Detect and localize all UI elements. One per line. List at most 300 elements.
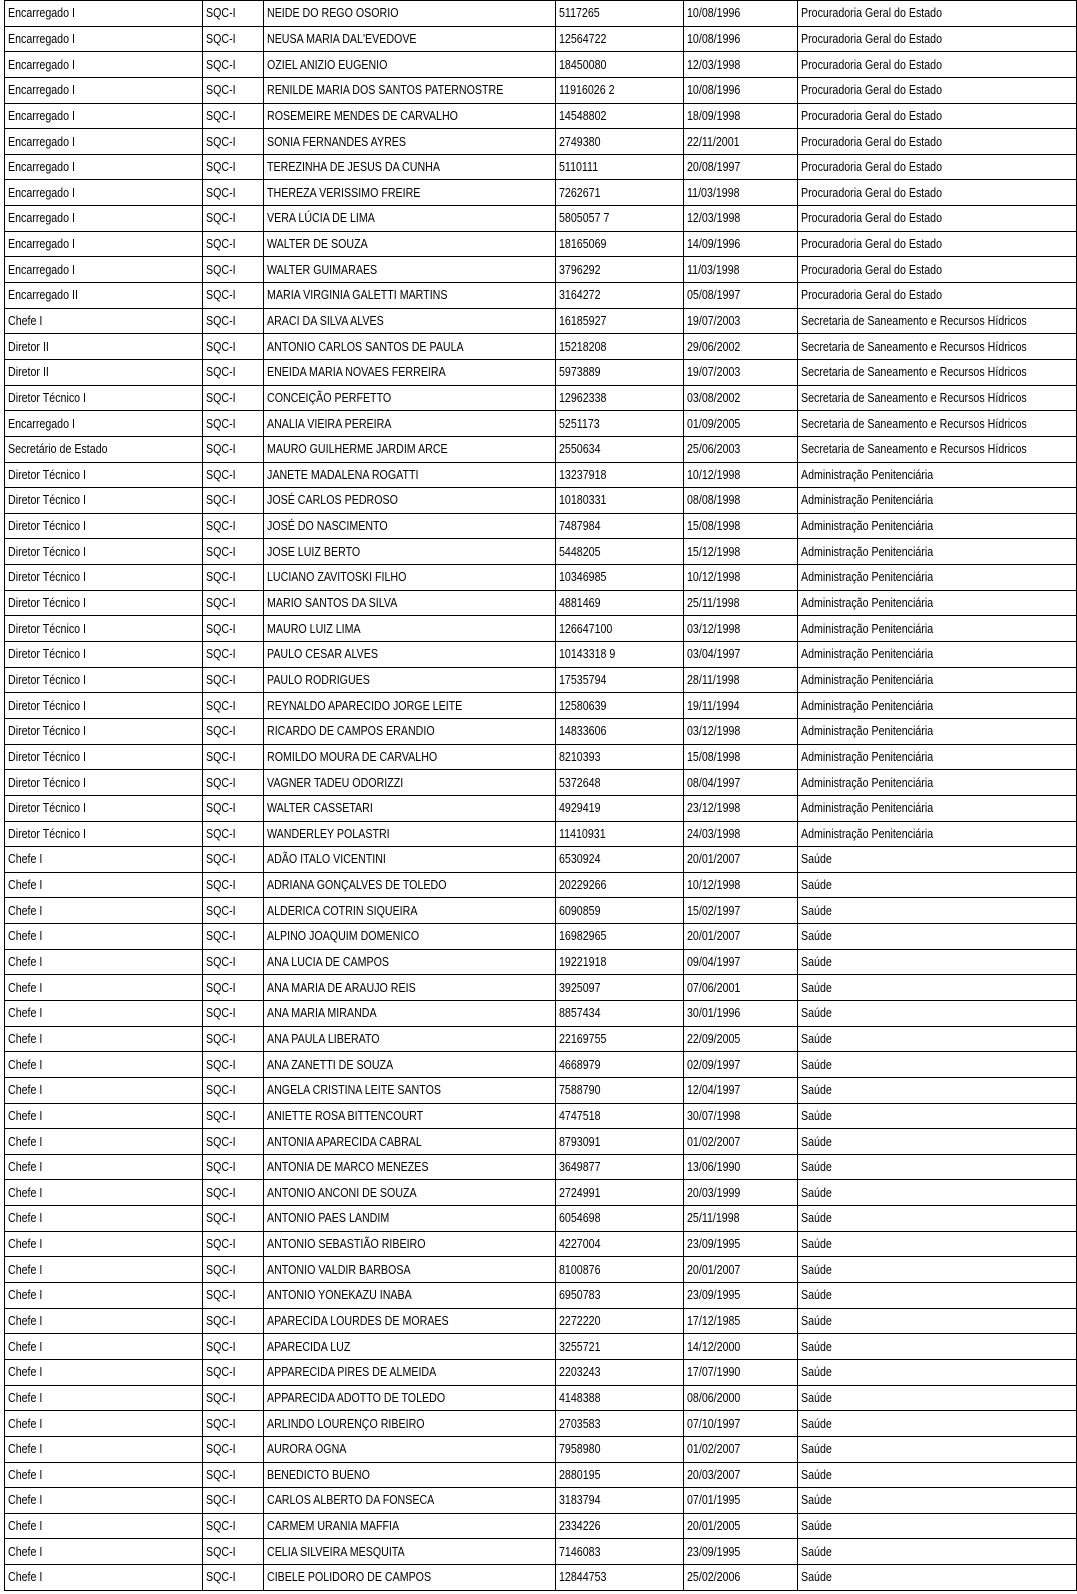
referencia-cell-text: SQC-I xyxy=(206,1287,236,1303)
cargo-cell-text: Chefe I xyxy=(8,1466,43,1482)
referencia-cell xyxy=(203,359,264,385)
referencia-cell-text: SQC-I xyxy=(206,184,236,200)
cargo-cell xyxy=(5,1539,203,1565)
cargo-cell xyxy=(5,924,203,950)
referencia-cell-text: SQC-I xyxy=(206,287,236,303)
rg-cell xyxy=(556,334,684,360)
referencia-cell-text: SQC-I xyxy=(206,5,236,21)
nome-cell-text: VERA LÚCIA DE LIMA xyxy=(267,210,375,226)
nome-cell xyxy=(264,975,556,1001)
data-cell-text: 14/12/2000 xyxy=(687,1338,741,1354)
nome-cell xyxy=(264,1462,556,1488)
data-cell xyxy=(684,436,797,462)
rg-cell-text: 4148388 xyxy=(559,1389,601,1405)
referencia-cell xyxy=(203,1257,264,1283)
rg-cell xyxy=(556,462,684,488)
rg-cell-text: 7146083 xyxy=(559,1543,601,1559)
nome-cell xyxy=(264,436,556,462)
orgao-cell xyxy=(797,898,1076,924)
cargo-cell xyxy=(5,898,203,924)
nome-cell-text: MARIO SANTOS DA SILVA xyxy=(267,595,398,611)
nome-cell-text: RENILDE MARIA DOS SANTOS PATERNOSTRE xyxy=(267,82,504,98)
data-cell-text: 20/01/2007 xyxy=(687,851,741,867)
data-cell xyxy=(684,77,797,103)
nome-cell-text: APPARECIDA ADOTTO DE TOLEDO xyxy=(267,1389,446,1405)
orgao-cell xyxy=(797,975,1076,1001)
referencia-cell xyxy=(203,744,264,770)
rg-cell xyxy=(556,1565,684,1591)
nome-cell-text: JOSÉ DO NASCIMENTO xyxy=(267,518,388,534)
rg-cell xyxy=(556,847,684,873)
nome-cell xyxy=(264,718,556,744)
data-cell-text: 12/03/1998 xyxy=(687,56,741,72)
orgao-cell-text: Administração Penitenciária xyxy=(800,671,933,687)
orgao-cell xyxy=(797,257,1076,283)
cargo-cell xyxy=(5,1565,203,1591)
referencia-cell-text: SQC-I xyxy=(206,1389,236,1405)
orgao-cell-text: Administração Penitenciária xyxy=(800,825,933,841)
nome-cell xyxy=(264,154,556,180)
data-cell-text: 01/02/2007 xyxy=(687,1133,741,1149)
nome-cell-text: ANA MARIA MIRANDA xyxy=(267,1005,377,1021)
table-row xyxy=(5,744,1077,770)
data-cell-text: 25/11/1998 xyxy=(687,595,740,611)
rg-cell-text: 7487984 xyxy=(559,518,601,534)
cargo-cell-text: Encarregado I xyxy=(8,133,75,149)
cargo-cell xyxy=(5,795,203,821)
cargo-cell xyxy=(5,1411,203,1437)
data-cell xyxy=(684,334,797,360)
nome-cell xyxy=(264,385,556,411)
cargo-cell-text: Chefe I xyxy=(8,1236,43,1252)
rg-cell-text: 22169755 xyxy=(559,1030,607,1046)
referencia-cell-text: SQC-I xyxy=(206,1518,236,1534)
referencia-cell xyxy=(203,77,264,103)
data-cell-text: 24/03/1998 xyxy=(687,825,741,841)
referencia-cell xyxy=(203,488,264,514)
rg-cell-text: 12844753 xyxy=(559,1569,607,1585)
cargo-cell xyxy=(5,513,203,539)
data-cell-text: 08/08/1998 xyxy=(687,492,741,508)
referencia-cell-text: SQC-I xyxy=(206,1133,236,1149)
table-row xyxy=(5,770,1077,796)
cargo-cell xyxy=(5,1103,203,1129)
nome-cell-text: PAULO RODRIGUES xyxy=(267,671,370,687)
cargo-cell xyxy=(5,308,203,334)
table-row xyxy=(5,1257,1077,1283)
data-cell xyxy=(684,1154,797,1180)
cargo-cell-text: Diretor Técnico I xyxy=(8,595,87,611)
rg-cell-text: 12580639 xyxy=(559,697,607,713)
data-cell xyxy=(684,129,797,155)
rg-cell-text: 10346985 xyxy=(559,569,607,585)
table-row xyxy=(5,77,1077,103)
orgao-cell-text: Secretaria de Saneamento e Recursos Hídricos xyxy=(800,389,1027,405)
nome-cell xyxy=(264,744,556,770)
rg-cell xyxy=(556,206,684,232)
referencia-cell xyxy=(203,693,264,719)
nome-cell xyxy=(264,206,556,232)
referencia-cell xyxy=(203,1308,264,1334)
orgao-cell-text: Saúde xyxy=(800,1338,832,1354)
nome-cell xyxy=(264,1436,556,1462)
orgao-cell xyxy=(797,26,1076,52)
orgao-cell xyxy=(797,359,1076,385)
orgao-cell xyxy=(797,283,1076,309)
nome-cell xyxy=(264,52,556,78)
orgao-cell xyxy=(797,1308,1076,1334)
referencia-cell xyxy=(203,231,264,257)
referencia-cell-text: SQC-I xyxy=(206,697,236,713)
data-cell xyxy=(684,1077,797,1103)
data-cell xyxy=(684,1257,797,1283)
nome-cell xyxy=(264,1513,556,1539)
data-cell-text: 15/02/1997 xyxy=(687,902,741,918)
orgao-cell xyxy=(797,1436,1076,1462)
rg-cell-text: 2550634 xyxy=(559,441,601,457)
data-cell-text: 20/01/2005 xyxy=(687,1518,741,1534)
cargo-cell xyxy=(5,667,203,693)
cargo-cell-text: Chefe I xyxy=(8,1159,43,1175)
nome-cell-text: MAURO GUILHERME JARDIM ARCE xyxy=(267,441,448,457)
data-cell-text: 30/01/1996 xyxy=(687,1005,741,1021)
orgao-cell xyxy=(797,565,1076,591)
referencia-cell-text: SQC-I xyxy=(206,1030,236,1046)
rg-cell xyxy=(556,949,684,975)
rg-cell xyxy=(556,411,684,437)
orgao-cell-text: Saúde xyxy=(800,1389,832,1405)
orgao-cell xyxy=(797,462,1076,488)
nome-cell-text: LUCIANO ZAVITOSKI FILHO xyxy=(267,569,407,585)
referencia-cell xyxy=(203,642,264,668)
cargo-cell-text: Chefe I xyxy=(8,1082,43,1098)
rg-cell-text: 8793091 xyxy=(559,1133,601,1149)
nome-cell xyxy=(264,667,556,693)
cargo-cell xyxy=(5,283,203,309)
nome-cell-text: ARACI DA SILVA ALVES xyxy=(267,313,384,328)
orgao-cell-text: Saúde xyxy=(800,1261,832,1277)
cargo-cell xyxy=(5,385,203,411)
rg-cell-text: 3164272 xyxy=(559,287,601,303)
data-cell xyxy=(684,1513,797,1539)
referencia-cell-text: SQC-I xyxy=(206,466,236,482)
data-cell xyxy=(684,821,797,847)
table-row xyxy=(5,1488,1077,1514)
cargo-cell-text: Chefe I xyxy=(8,1107,43,1123)
rg-cell-text: 5110111 xyxy=(559,159,599,175)
orgao-cell-text: Procuradoria Geral do Estado xyxy=(800,159,942,175)
data-cell-text: 07/06/2001 xyxy=(687,979,741,995)
cargo-cell xyxy=(5,1385,203,1411)
rg-cell-text: 4747518 xyxy=(559,1107,601,1123)
data-cell-text: 03/12/1998 xyxy=(687,723,741,739)
data-cell-text: 17/07/1990 xyxy=(687,1364,741,1380)
nome-cell-text: SONIA FERNANDES AYRES xyxy=(267,133,407,149)
nome-cell-text: NEUSA MARIA DAL'EVEDOVE xyxy=(267,30,417,46)
cargo-cell-text: Encarregado II xyxy=(8,287,78,303)
data-cell xyxy=(684,539,797,565)
table-row xyxy=(5,1,1077,27)
nome-cell xyxy=(264,1206,556,1232)
referencia-cell-text: SQC-I xyxy=(206,1184,236,1200)
nome-cell xyxy=(264,565,556,591)
cargo-cell xyxy=(5,1283,203,1309)
table-row xyxy=(5,565,1077,591)
cargo-cell xyxy=(5,180,203,206)
data-cell-text: 20/01/2007 xyxy=(687,1261,741,1277)
data-cell-text: 18/09/1998 xyxy=(687,107,741,123)
rg-cell xyxy=(556,1283,684,1309)
referencia-cell xyxy=(203,26,264,52)
data-cell xyxy=(684,693,797,719)
nome-cell xyxy=(264,180,556,206)
orgao-cell xyxy=(797,1513,1076,1539)
cargo-cell-text: Encarregado I xyxy=(8,107,75,123)
data-cell xyxy=(684,718,797,744)
data-cell-text: 23/12/1998 xyxy=(687,800,741,816)
data-cell-text: 10/08/1996 xyxy=(687,30,741,46)
cargo-cell xyxy=(5,1231,203,1257)
table-row xyxy=(5,334,1077,360)
nome-cell xyxy=(264,1154,556,1180)
nome-cell-text: TEREZINHA DE JESUS DA CUNHA xyxy=(267,159,441,175)
data-cell xyxy=(684,1308,797,1334)
rg-cell xyxy=(556,1308,684,1334)
table-row xyxy=(5,1283,1077,1309)
rg-cell-text: 3796292 xyxy=(559,261,601,277)
data-cell-text: 17/12/1985 xyxy=(687,1312,741,1328)
nome-cell xyxy=(264,1283,556,1309)
cargo-cell-text: Chefe I xyxy=(8,1569,43,1585)
cargo-cell xyxy=(5,821,203,847)
orgao-cell xyxy=(797,1,1076,27)
referencia-cell-text: SQC-I xyxy=(206,261,236,277)
rg-cell-text: 5805057 7 xyxy=(559,210,610,226)
cargo-cell xyxy=(5,359,203,385)
cargo-cell xyxy=(5,1488,203,1514)
cargo-cell xyxy=(5,103,203,129)
referencia-cell-text: SQC-I xyxy=(206,1261,236,1277)
nome-cell-text: ENEIDA MARIA NOVAES FERREIRA xyxy=(267,364,446,380)
nome-cell-text: ANA LUCIA DE CAMPOS xyxy=(267,954,390,970)
orgao-cell-text: Administração Penitenciária xyxy=(800,800,933,816)
orgao-cell xyxy=(797,1129,1076,1155)
cargo-cell-text: Diretor Técnico I xyxy=(8,671,87,687)
referencia-cell-text: SQC-I xyxy=(206,210,236,226)
rg-cell-text: 5973889 xyxy=(559,364,601,380)
data-cell xyxy=(684,1129,797,1155)
referencia-cell xyxy=(203,411,264,437)
table-row xyxy=(5,1000,1077,1026)
orgao-cell-text: Administração Penitenciária xyxy=(800,569,933,585)
referencia-cell-text: SQC-I xyxy=(206,441,236,457)
rg-cell xyxy=(556,1385,684,1411)
orgao-cell-text: Procuradoria Geral do Estado xyxy=(800,30,942,46)
rg-cell xyxy=(556,283,684,309)
table-row xyxy=(5,1026,1077,1052)
referencia-cell xyxy=(203,590,264,616)
referencia-cell xyxy=(203,334,264,360)
table-row xyxy=(5,411,1077,437)
referencia-cell xyxy=(203,667,264,693)
data-cell xyxy=(684,1565,797,1591)
rg-cell xyxy=(556,129,684,155)
cargo-cell-text: Chefe I xyxy=(8,1492,43,1508)
referencia-cell xyxy=(203,1000,264,1026)
table-row xyxy=(5,1436,1077,1462)
nome-cell-text: ANTONIO PAES LANDIM xyxy=(267,1210,390,1226)
nome-cell-text: ANTONIA DE MARCO MENEZES xyxy=(267,1159,429,1175)
referencia-cell xyxy=(203,462,264,488)
cargo-cell-text: Diretor Técnico I xyxy=(8,774,87,790)
cargo-cell xyxy=(5,1129,203,1155)
referencia-cell xyxy=(203,1539,264,1565)
referencia-cell xyxy=(203,898,264,924)
rg-cell xyxy=(556,1103,684,1129)
referencia-cell xyxy=(203,1154,264,1180)
cargo-cell-text: Diretor Técnico I xyxy=(8,800,87,816)
rg-cell xyxy=(556,795,684,821)
nome-cell-text: ANGELA CRISTINA LEITE SANTOS xyxy=(267,1082,442,1098)
nome-cell-text: AURORA OGNA xyxy=(267,1441,347,1457)
rg-cell-text: 7262671 xyxy=(559,184,601,200)
data-cell-text: 13/06/1990 xyxy=(687,1159,741,1175)
orgao-cell-text: Saúde xyxy=(800,1005,832,1021)
table-row xyxy=(5,1385,1077,1411)
cargo-cell xyxy=(5,1436,203,1462)
nome-cell-text: ANALIA VIEIRA PEREIRA xyxy=(267,415,392,431)
rg-cell xyxy=(556,488,684,514)
nome-cell xyxy=(264,308,556,334)
cargo-cell-text: Encarregado I xyxy=(8,82,75,98)
cargo-cell-text: Chefe I xyxy=(8,1133,43,1149)
data-cell xyxy=(684,1,797,27)
data-cell-text: 22/11/2001 xyxy=(687,133,740,149)
orgao-cell-text: Procuradoria Geral do Estado xyxy=(800,82,942,98)
orgao-cell-text: Saúde xyxy=(800,1492,832,1508)
nome-cell-text: NEIDE DO REGO OSORIO xyxy=(267,5,399,21)
cargo-cell-text: Chefe I xyxy=(8,1364,43,1380)
table-row xyxy=(5,1103,1077,1129)
cargo-cell-text: Encarregado I xyxy=(8,30,75,46)
rg-cell-text: 4227004 xyxy=(559,1236,601,1252)
orgao-cell-text: Secretaria de Saneamento e Recursos Hídricos xyxy=(800,313,1027,328)
data-cell-text: 20/01/2007 xyxy=(687,928,741,944)
nome-cell xyxy=(264,924,556,950)
data-cell-text: 10/08/1996 xyxy=(687,82,741,98)
data-cell-text: 20/08/1997 xyxy=(687,159,741,175)
nome-cell xyxy=(264,1385,556,1411)
nome-cell xyxy=(264,411,556,437)
orgao-cell xyxy=(797,308,1076,334)
rg-cell-text: 12962338 xyxy=(559,389,607,405)
cargo-cell xyxy=(5,129,203,155)
referencia-cell-text: SQC-I xyxy=(206,851,236,867)
data-cell-text: 23/09/1995 xyxy=(687,1236,741,1252)
data-cell-text: 19/11/1994 xyxy=(687,697,740,713)
rg-cell-text: 2272220 xyxy=(559,1312,601,1328)
nome-cell-text: ARLINDO LOURENÇO RIBEIRO xyxy=(267,1415,425,1431)
referencia-cell xyxy=(203,385,264,411)
orgao-cell xyxy=(797,129,1076,155)
orgao-cell-text: Administração Penitenciária xyxy=(800,466,933,482)
table-row xyxy=(5,308,1077,334)
orgao-cell xyxy=(797,1154,1076,1180)
orgao-cell-text: Saúde xyxy=(800,1210,832,1226)
rg-cell xyxy=(556,359,684,385)
referencia-cell-text: SQC-I xyxy=(206,979,236,995)
table-row xyxy=(5,129,1077,155)
nome-cell xyxy=(264,1488,556,1514)
table-row xyxy=(5,642,1077,668)
rg-cell xyxy=(556,1000,684,1026)
data-cell xyxy=(684,1436,797,1462)
cargo-cell xyxy=(5,847,203,873)
referencia-cell xyxy=(203,1283,264,1309)
cargo-cell xyxy=(5,462,203,488)
referencia-cell-text: SQC-I xyxy=(206,1466,236,1482)
referencia-cell-text: SQC-I xyxy=(206,543,236,559)
data-cell-text: 29/06/2002 xyxy=(687,338,741,354)
table-row xyxy=(5,359,1077,385)
referencia-cell-text: SQC-I xyxy=(206,877,236,893)
referencia-cell-text: SQC-I xyxy=(206,30,236,46)
data-cell xyxy=(684,847,797,873)
cargo-cell-text: Encarregado I xyxy=(8,210,75,226)
cargo-cell xyxy=(5,334,203,360)
data-cell-text: 03/04/1997 xyxy=(687,646,741,662)
data-cell-text: 14/09/1996 xyxy=(687,236,741,252)
orgao-cell xyxy=(797,590,1076,616)
referencia-cell xyxy=(203,1488,264,1514)
orgao-cell-text: Saúde xyxy=(800,1415,832,1431)
orgao-cell xyxy=(797,1000,1076,1026)
data-cell-text: 23/09/1995 xyxy=(687,1287,741,1303)
rg-cell xyxy=(556,513,684,539)
data-cell xyxy=(684,308,797,334)
nome-cell xyxy=(264,1026,556,1052)
referencia-cell-text: SQC-I xyxy=(206,800,236,816)
orgao-cell xyxy=(797,667,1076,693)
rg-cell xyxy=(556,1257,684,1283)
nome-cell-text: APARECIDA LOURDES DE MORAES xyxy=(267,1312,449,1328)
referencia-cell-text: SQC-I xyxy=(206,236,236,252)
orgao-cell xyxy=(797,1283,1076,1309)
data-cell xyxy=(684,180,797,206)
orgao-cell xyxy=(797,1257,1076,1283)
orgao-cell-text: Saúde xyxy=(800,1056,832,1072)
rg-cell xyxy=(556,1488,684,1514)
cargo-cell-text: Encarregado I xyxy=(8,415,75,431)
orgao-cell xyxy=(797,770,1076,796)
data-cell xyxy=(684,411,797,437)
cargo-cell-text: Diretor II xyxy=(8,364,49,380)
data-cell-text: 19/07/2003 xyxy=(687,364,741,380)
personnel-table-body xyxy=(5,1,1077,1591)
orgao-cell xyxy=(797,1026,1076,1052)
rg-cell-text: 14548802 xyxy=(559,107,607,123)
table-row xyxy=(5,206,1077,232)
rg-cell xyxy=(556,308,684,334)
rg-cell-text: 3925097 xyxy=(559,979,601,995)
data-cell xyxy=(684,385,797,411)
cargo-cell xyxy=(5,642,203,668)
referencia-cell xyxy=(203,103,264,129)
rg-cell-text: 5448205 xyxy=(559,543,601,559)
cargo-cell-text: Encarregado I xyxy=(8,56,75,72)
orgao-cell-text: Saúde xyxy=(800,1030,832,1046)
orgao-cell xyxy=(797,52,1076,78)
